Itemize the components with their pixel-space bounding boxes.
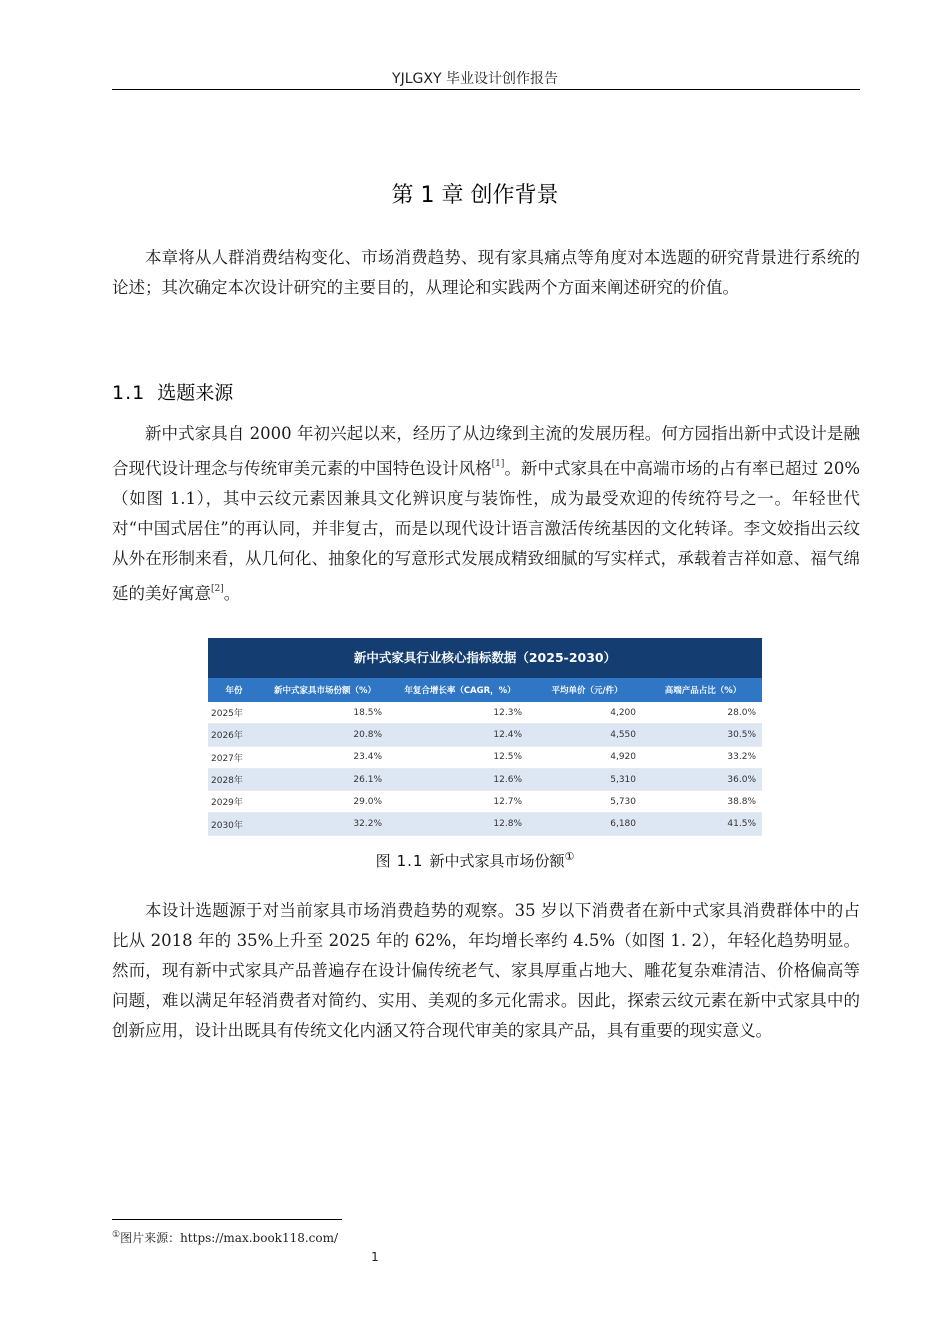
figure-caption: [0, 850, 950, 871]
figure-table-title: 新中式家具行业核心指标数据（2025-2030）: [208, 638, 762, 678]
table-cell: 29.0%: [353, 796, 382, 807]
table-cell: 33.2%: [727, 752, 756, 763]
body-paragraph-1: [112, 419, 860, 609]
citation-2: [2]: [211, 584, 224, 594]
table-cell: 12.5%: [493, 752, 522, 763]
caption-footnote-mark: ①: [564, 850, 575, 863]
section-number: 1.1: [112, 382, 146, 404]
table-cell: 30.5%: [727, 729, 756, 740]
p1-text-c: 。: [223, 584, 241, 603]
caption-prefix: 图: [375, 852, 391, 870]
body-paragraph-2: 本设计选题源于对当前家具市场消费趋势的观察。35 岁以下消费者在新中式家具消费群体中的占比从 2018 年的 35%上升至 2025 年的 62%，年均增长率约 4.5%（如图 1. 2），年轻化趋势明显。然而，现有新中式家具产品普遍存在设计偏传统老气、家具厚重占地大、雕花复杂难清洁、价格偏高等问题，难以满足年轻消费者对简约、实用、美观的多元化需求。因此，探索云纹元素在新中式家具中的创新应用，设计出既具有传统文化内涵又符合现代审美的家具产品，具有重要的现实意义。: [112, 901, 860, 1040]
footnote-mark: ①: [112, 1230, 121, 1240]
table-cell: 6,180: [610, 819, 636, 830]
table-cell: 12.7%: [493, 796, 522, 807]
chapter-title: 第 1 章 创作背景: [391, 183, 559, 208]
p1-text-b: 。新中式家具在中高端市场的占有率已超过 20%（如图 1.1），其中云纹元素因兼具文化辨识度与装饰性，成为最受欢迎的传统符号之一。年轻世代对“中国式居住”的再认同，并非复古，而是以现代设计语言激活传统基因的文化转译。李文姣指出云纹从外在形制来看，从几何化、抽象化的写意形式发展成精致细腻的写实样式，承载着吉祥如意、福气绵延的美好寓意: [112, 459, 860, 603]
table-cell: 5,730: [610, 796, 636, 807]
table-cell: 38.8%: [727, 796, 756, 807]
header-cell-market-share: 新中式家具市场份额（%）: [273, 686, 377, 696]
table-cell: 4,920: [610, 752, 636, 763]
table-cell: 2028年: [211, 776, 243, 787]
table-cell: 2025年: [211, 709, 243, 720]
running-header: YJLGXY 毕业设计创作报告: [392, 71, 558, 87]
caption-text: 新中式家具市场份额: [429, 852, 565, 870]
table-cell: 5,310: [610, 774, 636, 785]
table-row: [208, 791, 762, 813]
footnote-rule: [112, 1219, 342, 1220]
table-cell: 2030年: [211, 820, 243, 831]
page-number: 1: [371, 1250, 379, 1264]
header-cell-cagr: 年复合增长率（CAGR，%）: [404, 686, 516, 696]
table-cell: 12.4%: [493, 729, 522, 740]
header-cell-year: 年份: [225, 686, 243, 696]
table-cell: 12.3%: [493, 707, 522, 718]
figure-table-header-row: [208, 678, 762, 702]
table-cell: 4,200: [610, 707, 636, 718]
table-cell: 28.0%: [727, 707, 756, 718]
header-cell-avg-price: 平均单价（元/件）: [551, 686, 623, 696]
table-cell: 18.5%: [353, 707, 382, 718]
table-cell: 4,550: [610, 729, 636, 740]
caption-number: 1.1: [396, 852, 424, 870]
citation-1: [1]: [491, 459, 505, 469]
table-cell: 36.0%: [727, 774, 756, 785]
table-cell: 41.5%: [727, 819, 756, 830]
table-row: [208, 747, 762, 769]
table-cell: 2027年: [211, 753, 243, 764]
table-row: [208, 813, 762, 835]
header-rule: [112, 89, 860, 90]
table-cell: 26.1%: [353, 774, 382, 785]
table-cell: 2026年: [211, 731, 243, 742]
p1-text-a: 新中式家具自 2000 年初兴起以来，经历了从边缘到主流的发展历程。何方园指出新中式设计是融合现代设计理念与传统审美元素的中国特色设计风格: [112, 424, 860, 478]
footnote-text: 图片来源：https://max.book118.com/: [120, 1231, 339, 1245]
table-cell: 32.2%: [353, 819, 382, 830]
footnote: [112, 1229, 338, 1246]
intro-paragraph: 本章将从人群消费结构变化、市场消费趋势、现有家具痛点等角度对本选题的研究背景进行系统的论述；其次确定本次设计研究的主要目的，从理论和实践两个方面来阐述研究的价值。: [112, 248, 860, 297]
table-cell: 20.8%: [353, 729, 382, 740]
table-cell: 2029年: [211, 798, 243, 809]
table-cell: 12.8%: [493, 819, 522, 830]
table-cell: 12.6%: [493, 774, 522, 785]
table-row: [208, 724, 762, 746]
figure-table-image: [208, 638, 762, 834]
table-row: [208, 769, 762, 791]
section-title-text: 选题来源: [157, 382, 234, 404]
table-row: [208, 702, 762, 724]
table-cell: 23.4%: [353, 752, 382, 763]
section-heading: [112, 378, 233, 405]
header-cell-high-end-ratio: 高端产品占比（%）: [664, 686, 742, 696]
